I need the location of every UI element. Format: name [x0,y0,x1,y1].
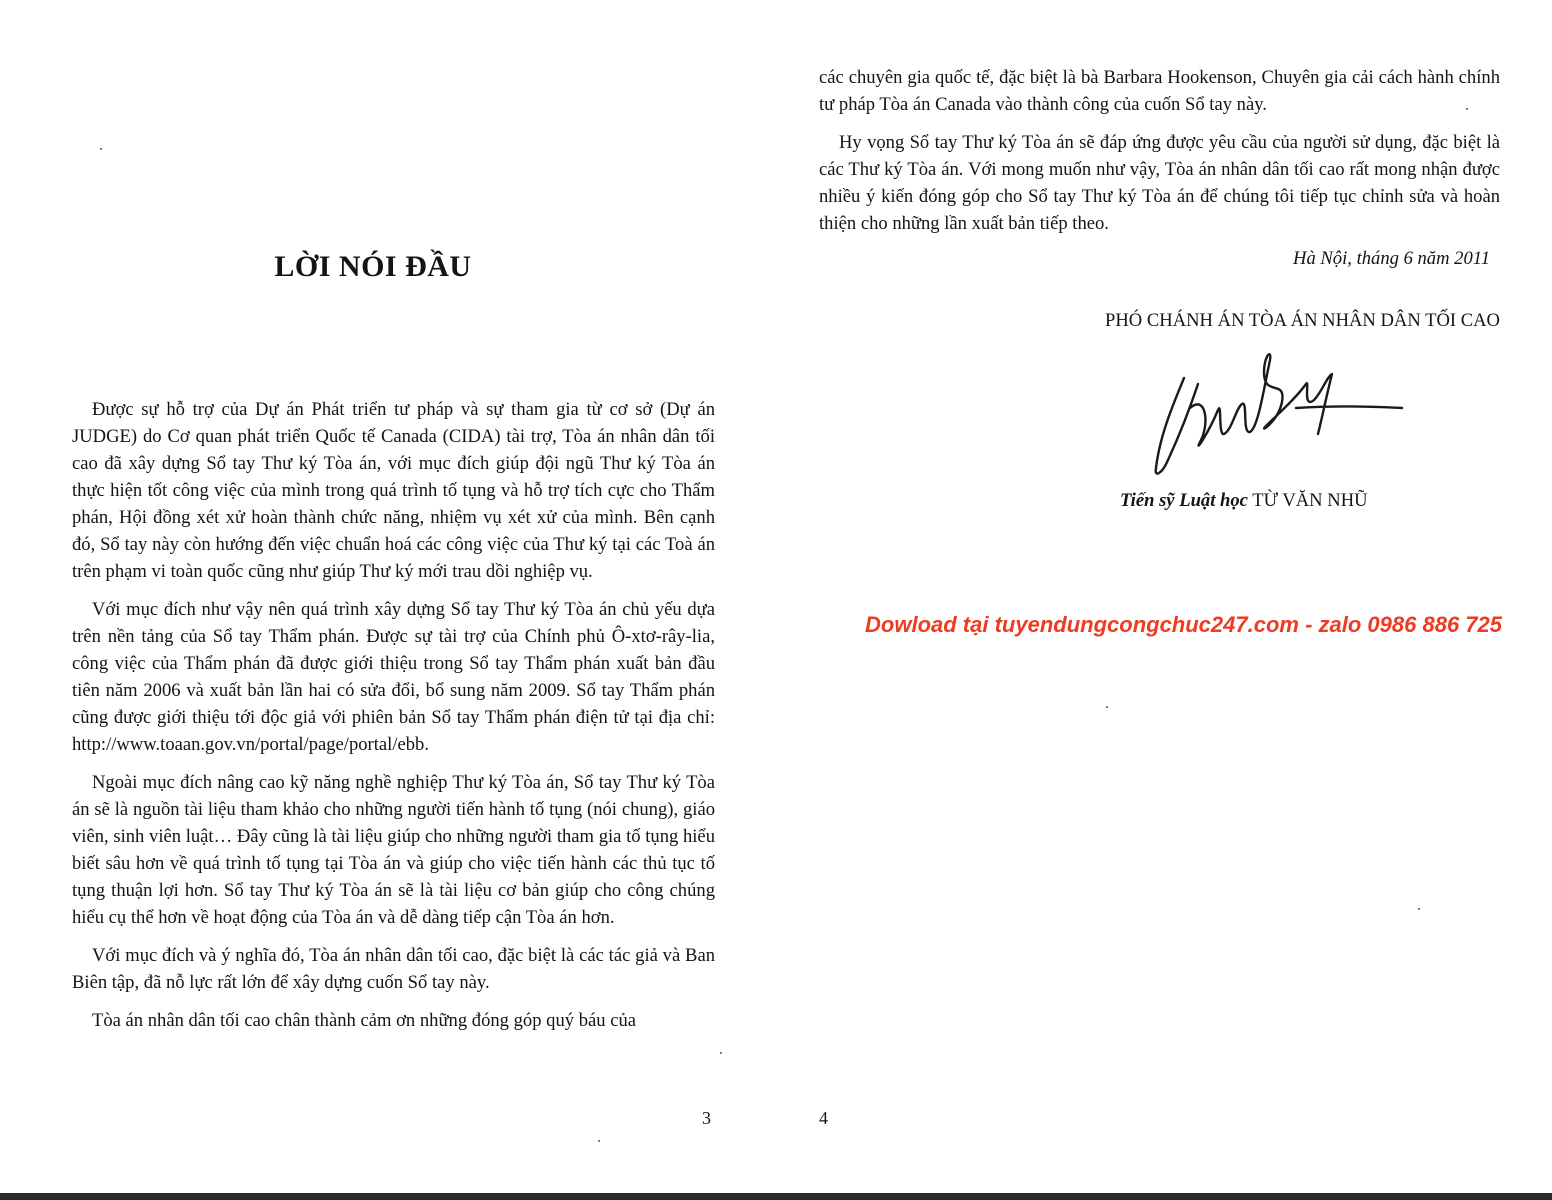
paragraph-thanks: Tòa án nhân dân tối cao chân thành cảm ơn những đóng góp quý báu của [92,1010,636,1031]
download-watermark: Dowload tại tuyendungcongchuc247.com - zalo 0986 886 725 [865,612,1502,637]
paragraph-audience: Ngoài mục đích nâng cao kỹ năng nghề nghiệp Thư ký Tòa án, Sổ tay Thư ký Tòa án sẽ là nguồn tài liệu tham khảo cho những người tiến hành tố tụng (nói chung), giáo viên, sinh viên luật… Đây cũng là tài liệu giúp cho những người tham gia tố tụng hiểu biết sâu hơn về quá trình tố tụng tại Tòa án và giúp cho việc tiến hành các thủ tục tố tụng thuận lợi hơn. Sổ tay Thư ký Tòa án sẽ là tài liệu cơ bản giúp cho công chúng hiểu cụ thể hơn về hoạt động của Tòa án và dễ dàng tiếp cận Tòa án hơn. [72,772,715,928]
scan-speck [100,148,102,150]
signer-name: TỪ VĂN NHŨ [1252,490,1368,511]
scan-speck [1418,908,1420,910]
paragraph-hope: Hy vọng Sổ tay Thư ký Tòa án sẽ đáp ứng được yêu cầu của người sử dụng, đặc biệt là các Thư ký Tòa án. Với mong muốn như vậy, Tòa án nhân dân tối cao rất mong nhận được nhiều ý kiến đóng góp cho Sổ tay Thư ký Tòa án để chúng tôi tiếp tục chỉnh sửa và hoàn thiện cho những lần xuất bản tiếp theo. [819,132,1500,234]
bottom-edge-bar [0,1193,1552,1200]
scan-speck [1466,108,1468,110]
paragraph-intro: Được sự hỗ trợ của Dự án Phát triển tư pháp và sự tham gia từ cơ sở (Dự án JUDGE) do Cơ quan phát triển Quốc tế Canada (CIDA) tài trợ, Tòa án nhân dân tối cao đã xây dựng Sổ tay Thư ký Tòa án, với mục đích giúp đội ngũ Thư ký Tòa án thực hiện tốt công việc của mình trong quá trình tố tụng và hỗ trợ tích cực cho Thẩm phán, Hội đồng xét xử hoàn thành chức năng, nhiệm vụ xét xử của mình. Bên cạnh đó, Sổ tay này còn hướng đến việc chuẩn hoá các công việc của Thư ký tại các Toà án trên phạm vi toàn quốc cũng như giúp Thư ký mới trau dồi nghiệp vụ. [72,399,715,582]
paragraph-effort: Với mục đích và ý nghĩa đó, Tòa án nhân dân tối cao, đặc biệt là các tác giả và Ban Biên tập, đã nỗ lực rất lớn để xây dựng cuốn Sổ tay này. [72,945,715,993]
left-body-text [72,396,715,1045]
paragraph-continued: các chuyên gia quốc tế, đặc biệt là bà Barbara Hookenson, Chuyên gia cải cách hành chính tư pháp Tòa án Canada vào thành công của cuốn Sổ tay này. [819,67,1500,115]
date-line: Hà Nội, tháng 6 năm 2011 [1293,248,1490,269]
scan-speck [720,1052,722,1054]
page-number-left: 3 [702,1108,711,1128]
scan-speck [1106,706,1108,708]
paragraph-purpose: Với mục đích như vậy nên quá trình xây dựng Sổ tay Thư ký Tòa án chủ yếu dựa trên nền tảng của Sổ tay Thẩm phán. Được sự tài trợ của Chính phủ Ô-xtơ-rây-lia, công việc của Thẩm phán đã được giới thiệu trong Sổ tay Thẩm phán xuất bản đầu tiên năm 2006 và xuất bản lần hai có sửa đổi, bổ sung năm 2009. Sổ tay Thẩm phán cũng được giới thiệu tới độc giả với phiên bản Sổ tay Thẩm phán điện tử tại địa chỉ: http://www.toaan.gov.vn/portal/page/portal/ebb. [72,599,715,755]
signature-image [1146,338,1406,488]
page-number-right: 4 [819,1108,828,1128]
scan-speck [598,1140,600,1142]
page-title: LỜI NÓI ĐẦU [274,250,472,283]
right-page [776,0,1552,1200]
signer-title: PHÓ CHÁNH ÁN TÒA ÁN NHÂN DÂN TỐI CAO [1105,310,1500,331]
right-body-text [819,64,1500,248]
signer-degree: Tiến sỹ Luật học [1120,490,1248,511]
signer-name-line [1120,490,1368,512]
